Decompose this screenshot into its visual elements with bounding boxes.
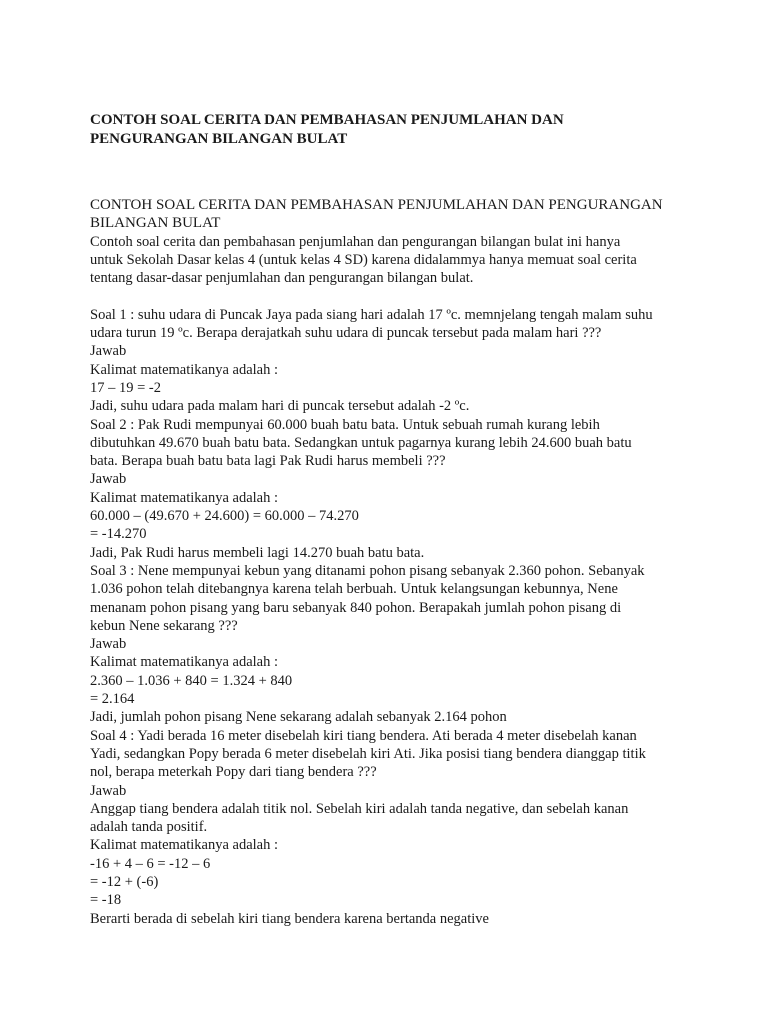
problem-line: Kalimat matematikanya adalah : (90, 654, 279, 671)
problem-line: = -12 + (-6) (90, 873, 159, 890)
problem-line: udara turun 19 ºc. Berapa derajatkah suhu udara di puncak tersebut pada malam hari ??? (90, 325, 602, 342)
problem-line: Jawab (90, 343, 127, 360)
document-body (90, 196, 690, 928)
problem-line: -16 + 4 – 6 = -12 – 6 (90, 855, 211, 872)
problem-line: nol, berapa meterkah Popy dari tiang bendera ??? (90, 764, 377, 781)
problem-line: Soal 2 : Pak Rudi mempunyai 60.000 buah batu bata. Untuk sebuah rumah kurang lebih (90, 416, 600, 433)
problem-line: Berarti berada di sebelah kiri tiang bendera karena bertanda negative (90, 910, 489, 927)
problem-line: dibutuhkan 49.670 buah batu bata. Sedangkan untuk pagarnya kurang lebih 24.600 buah batu (90, 434, 632, 451)
title-line-2: PENGURANGAN BILANGAN BULAT (90, 131, 348, 147)
intro-line-3: tentang dasar-dasar penjumlahan dan pengurangan bilangan bulat. (90, 270, 474, 287)
section-heading-line-1: CONTOH SOAL CERITA DAN PEMBAHASAN PENJUMLAHAN DAN PENGURANGAN (90, 197, 663, 213)
problem-line: Jawab (90, 782, 127, 799)
intro-line-2: untuk Sekolah Dasar kelas 4 (untuk kelas 4 SD) karena didalammya hanya memuat soal cerita (90, 251, 637, 268)
problem-line: Anggap tiang bendera adalah titik nol. Sebelah kiri adalah tanda negative, dan sebelah kanan (90, 800, 629, 817)
problem-line: kebun Nene sekarang ??? (90, 617, 238, 634)
problem-line: Jadi, Pak Rudi harus membeli lagi 14.270 buah batu bata. (90, 544, 425, 561)
problem-line: Jawab (90, 471, 127, 488)
problem-line: Soal 4 : Yadi berada 16 meter disebelah kiri tiang bendera. Ati berada 4 meter disebelah kanan (90, 727, 637, 744)
problem-line: Jawab (90, 636, 127, 653)
problem-line: Kalimat matematikanya adalah : (90, 837, 279, 854)
problem-line: 17 – 19 = -2 (90, 379, 162, 396)
problem-line: Jadi, jumlah pohon pisang Nene sekarang adalah sebanyak 2.164 pohon (90, 709, 507, 726)
problem-line: = -18 (90, 892, 122, 909)
problem-line: menanam pohon pisang yang baru sebanyak 840 pohon. Berapakah jumlah pohon pisang di (90, 599, 622, 616)
problem-line: = -14.270 (90, 526, 147, 543)
problems-section (90, 306, 690, 928)
document-title (90, 111, 690, 149)
problem-line: 2.360 – 1.036 + 840 = 1.324 + 840 (90, 672, 293, 689)
problem-line: Soal 1 : suhu udara di Puncak Jaya pada siang hari adalah 17 ºc. memnjelang tengah malam suhu (90, 306, 653, 323)
problem-line: = 2.164 (90, 691, 135, 708)
problem-line: Kalimat matematikanya adalah : (90, 361, 279, 378)
problem-line: bata. Berapa buah batu bata lagi Pak Rudi harus membeli ??? (90, 453, 446, 470)
problem-line: 60.000 – (49.670 + 24.600) = 60.000 – 74.270 (90, 508, 359, 525)
problem-line: Yadi, sedangkan Popy berada 6 meter disebelah kiri Ati. Jika posisi tiang bendera dianggap titik (90, 745, 646, 762)
paragraph-gap (90, 287, 690, 305)
problem-line: adalah tanda positif. (90, 819, 208, 836)
problem-line: Soal 3 : Nene mempunyai kebun yang ditanami pohon pisang sebanyak 2.360 pohon. Sebanyak (90, 562, 645, 579)
title-line-1: CONTOH SOAL CERITA DAN PEMBAHASAN PENJUMLAHAN DAN (90, 112, 564, 128)
problem-line: 1.036 pohon telah ditebangnya karena telah berbuah. Untuk kelangsungan kebunnya, Nene (90, 581, 618, 598)
intro-line-1: Contoh soal cerita dan pembahasan penjumlahan dan pengurangan bilangan bulat ini hanya (90, 233, 621, 250)
section-heading-line-2: BILANGAN BULAT (90, 215, 221, 232)
problem-line: Kalimat matematikanya adalah : (90, 489, 279, 506)
problem-line: Jadi, suhu udara pada malam hari di puncak tersebut adalah -2 ºc. (90, 398, 470, 415)
